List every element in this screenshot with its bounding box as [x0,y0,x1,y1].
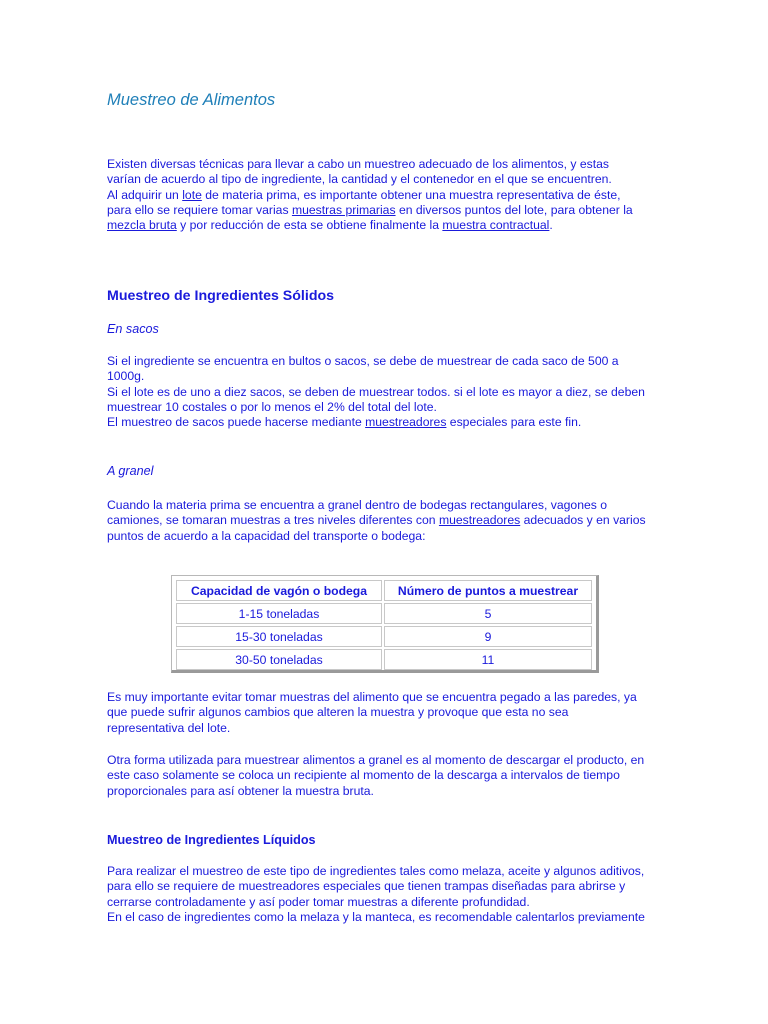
muestras-primarias-link[interactable]: muestras primarias [291,202,396,217]
nota2-line-2: este caso solamente se coloca un recipiente al momento de la descarga a intervalos de tiempo [107,768,620,783]
liquidos-paragraph [107,864,667,925]
table-row [176,603,592,624]
sacos-line-2: 1000g. [107,369,145,384]
intro-line-1: Existen diversas técnicas para llevar a cabo un muestreo adecuado de los alimentos, y estas [107,157,609,171]
sacos-line-1: Si el ingrediente se encuentra en bultos o sacos, se debe de muestrear de cada saco de 500 a [107,354,619,368]
table-cell-puntos: 5 [384,603,592,624]
nota2-line-1: Otra forma utilizada para muestrear alimentos a granel es al momento de descargar el producto, en [107,753,645,767]
muestreadores-link[interactable]: muestreadores [365,415,447,430]
sacos-text: especiales para este fin. [446,415,582,430]
nota2-line-3: proporcionales para así obtener la muestra bruta. [107,783,374,798]
table-cell-capacidad: 30-50 toneladas [176,649,382,670]
liquidos-line-1: Para realizar el muestreo de este tipo de ingredientes tales como melaza, aceite y algunos aditivos, [107,864,645,878]
liquidos-line-4: En el caso de ingredientes como la melaza y la manteca, es recomendable calentarlos previamente [107,909,645,924]
table-row [176,649,592,670]
section-heading-solidos: Muestreo de Ingredientes Sólidos [107,288,335,304]
muestra-contractual-link[interactable]: muestra contractual [442,218,550,233]
intro-line-2: varían de acuerdo al tipo de ingrediente, la cantidad y el contenedor en el que se encuentren. [107,172,612,187]
nota1-line-1: Es muy importante evitar tomar muestras del alimento que se encuentra pegado a las paredes, ya [107,690,637,704]
granel-text: camiones, se tomaran muestras a tres niveles diferentes con [107,513,439,528]
intro-text: . [549,218,553,233]
en-sacos-paragraph [107,354,667,430]
intro-text: para ello se requiere tomar varias [107,202,292,217]
table-header-capacidad: Capacidad de vagón o bodega [176,580,382,601]
sacos-line-4: muestrear 10 costales o por lo menos el 2% del total del lote. [107,399,437,414]
intro-paragraph [107,157,667,233]
subheading-a-granel: A granel [107,464,154,478]
granel-line-2 [107,513,667,528]
sacos-line-5 [107,415,667,430]
a-granel-paragraph [107,498,667,544]
section-heading-liquidos: Muestreo de Ingredientes Líquidos [107,833,316,847]
intro-line-4 [107,203,667,218]
table-cell-capacidad: 1-15 toneladas [176,603,382,624]
sampling-points-table [171,575,599,673]
table-header-row [176,580,592,601]
subheading-en-sacos: En sacos [107,322,159,336]
intro-line-3 [107,188,667,203]
granel-text: adecuados y en varios [520,513,646,528]
table-header-puntos: Número de puntos a muestrear [384,580,592,601]
nota-paredes-paragraph [107,690,667,736]
liquidos-line-3: cerrarse controladamente y así poder tomar muestras a diferente profundidad. [107,894,530,909]
granel-line-1: Cuando la materia prima se encuentra a granel dentro de bodegas rectangulares, vagones o [107,498,608,512]
table-cell-puntos: 11 [384,649,592,670]
granel-line-3: puntos de acuerdo a la capacidad del transporte o bodega: [107,528,426,543]
table-cell-puntos: 9 [384,626,592,647]
intro-text: en diversos puntos del lote, para obtener la [395,202,633,217]
sampling-table-grid [174,578,594,672]
nota1-line-2: que puede sufrir algunos cambios que alteren la muestra y provoque que esta no sea [107,705,569,720]
lote-link[interactable]: lote [182,187,202,202]
intro-text: Al adquirir un [107,187,183,202]
muestreadores-link[interactable]: muestreadores [438,513,521,528]
table-row [176,626,592,647]
nota-descarga-paragraph [107,753,667,799]
page-title: Muestreo de Alimentos [107,91,276,109]
mezcla-bruta-link[interactable]: mezcla bruta [107,218,177,233]
intro-line-5 [107,218,667,233]
sacos-line-3: Si el lote es de uno a diez sacos, se deben de muestrear todos. si el lote es mayor a diez, se deben [107,384,645,399]
intro-text: de materia prima, es importante obtener una muestra representativa de éste, [201,187,621,202]
nota1-line-3: representativa del lote. [107,720,231,735]
intro-text: y por reducción de esta se obtiene finalmente la [176,218,443,233]
table-cell-capacidad: 15-30 toneladas [176,626,382,647]
sacos-text: El muestreo de sacos puede hacerse mediante [107,415,366,430]
liquidos-line-2: para ello se requiere de muestreadores especiales que tienen trampas diseñadas para abrirse y [107,879,626,894]
